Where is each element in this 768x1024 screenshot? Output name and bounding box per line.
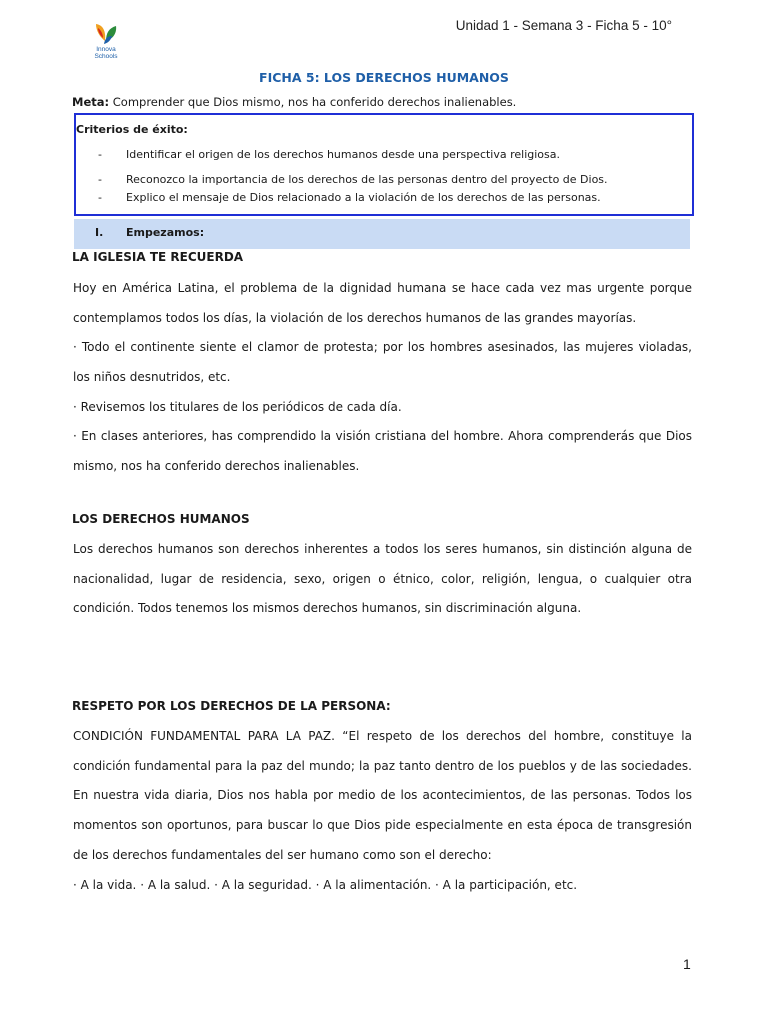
- page-header: Unidad 1 - Semana 3 - Ficha 5 - 10°: [455, 18, 672, 33]
- heading-respeto: RESPETO POR LOS DERECHOS DE LA PERSONA:: [72, 699, 391, 713]
- paragraph: Los derechos humanos son derechos inherentes a todos los seres humanos, sin distinción alguna de nacionalidad, lugar de residencia, sexo, origen o étnico, color, religión, lengua, o cualquier otra condición. Todos tenemos los mismos derechos humanos, sin discriminación alguna.: [73, 542, 692, 616]
- heading-iglesia: LA IGLESIA TE RECUERDA: [72, 250, 244, 264]
- meta-label: Meta:: [72, 95, 110, 109]
- criteria-bullet: -: [98, 173, 102, 186]
- paragraph: · Revisemos los titulares de los periódicos de cada día.: [73, 400, 402, 414]
- logo-text-line1: Innova: [96, 46, 116, 53]
- criteria-bullet: -: [98, 148, 102, 161]
- criteria-bullet: -: [98, 191, 102, 204]
- section-label: Empezamos:: [126, 226, 205, 239]
- meta-text: Comprender que Dios mismo, nos ha conferido derechos inalienables.: [109, 95, 517, 109]
- section-number: I.: [95, 226, 104, 239]
- section-bar-empezamos: [74, 219, 690, 249]
- meta-line: [72, 95, 516, 109]
- innova-schools-logo: [86, 22, 126, 64]
- rights-list-line: · A la vida. · A la salud. · A la seguridad. · A la alimentación. · A la participación, etc.: [73, 878, 578, 892]
- page-title: FICHA 5: LOS DERECHOS HUMANOS: [259, 70, 509, 85]
- page-number: 1: [683, 956, 691, 972]
- criteria-title: Criterios de éxito:: [76, 123, 188, 136]
- criteria-item-text: Explico el mensaje de Dios relacionado a la violación de los derechos de las personas.: [126, 191, 601, 204]
- paragraph: CONDICIÓN FUNDAMENTAL PARA LA PAZ. “El respeto de los derechos del hombre, constituye la condición fundamental para la paz del mundo; la paz tanto dentro de los pueblos y de las sociedades. En nuestra vida diaria, Dios nos habla por medio de los acontecimientos, de las personas. Todos los momentos son oportunos, para buscar lo que Dios pide especialmente en esta época de transgresión de los derechos fundamentales del ser humano como son el derecho:: [73, 729, 692, 862]
- success-criteria-box: [74, 113, 694, 216]
- paragraph: Hoy en América Latina, el problema de la dignidad humana se hace cada vez mas urgente porque contemplamos todos los días, la violación de los derechos humanos de las grandes mayorías.: [73, 281, 692, 325]
- logo-leaf-icon: [93, 22, 119, 46]
- criteria-item-text: Identificar el origen de los derechos humanos desde una perspectiva religiosa.: [126, 148, 561, 161]
- paragraph: · Todo el continente siente el clamor de protesta; por los hombres asesinados, las mujeres violadas, los niños desnutridos, etc.: [73, 340, 692, 384]
- logo-text-line2: Schools: [94, 53, 118, 60]
- criteria-item-text: Reconozco la importancia de los derechos de las personas dentro del proyecto de Dios.: [126, 173, 608, 186]
- heading-derechos-humanos: LOS DERECHOS HUMANOS: [72, 512, 250, 526]
- paragraph: · En clases anteriores, has comprendido la visión cristiana del hombre. Ahora comprenderás que Dios mismo, nos ha conferido derechos inalienables.: [73, 429, 692, 473]
